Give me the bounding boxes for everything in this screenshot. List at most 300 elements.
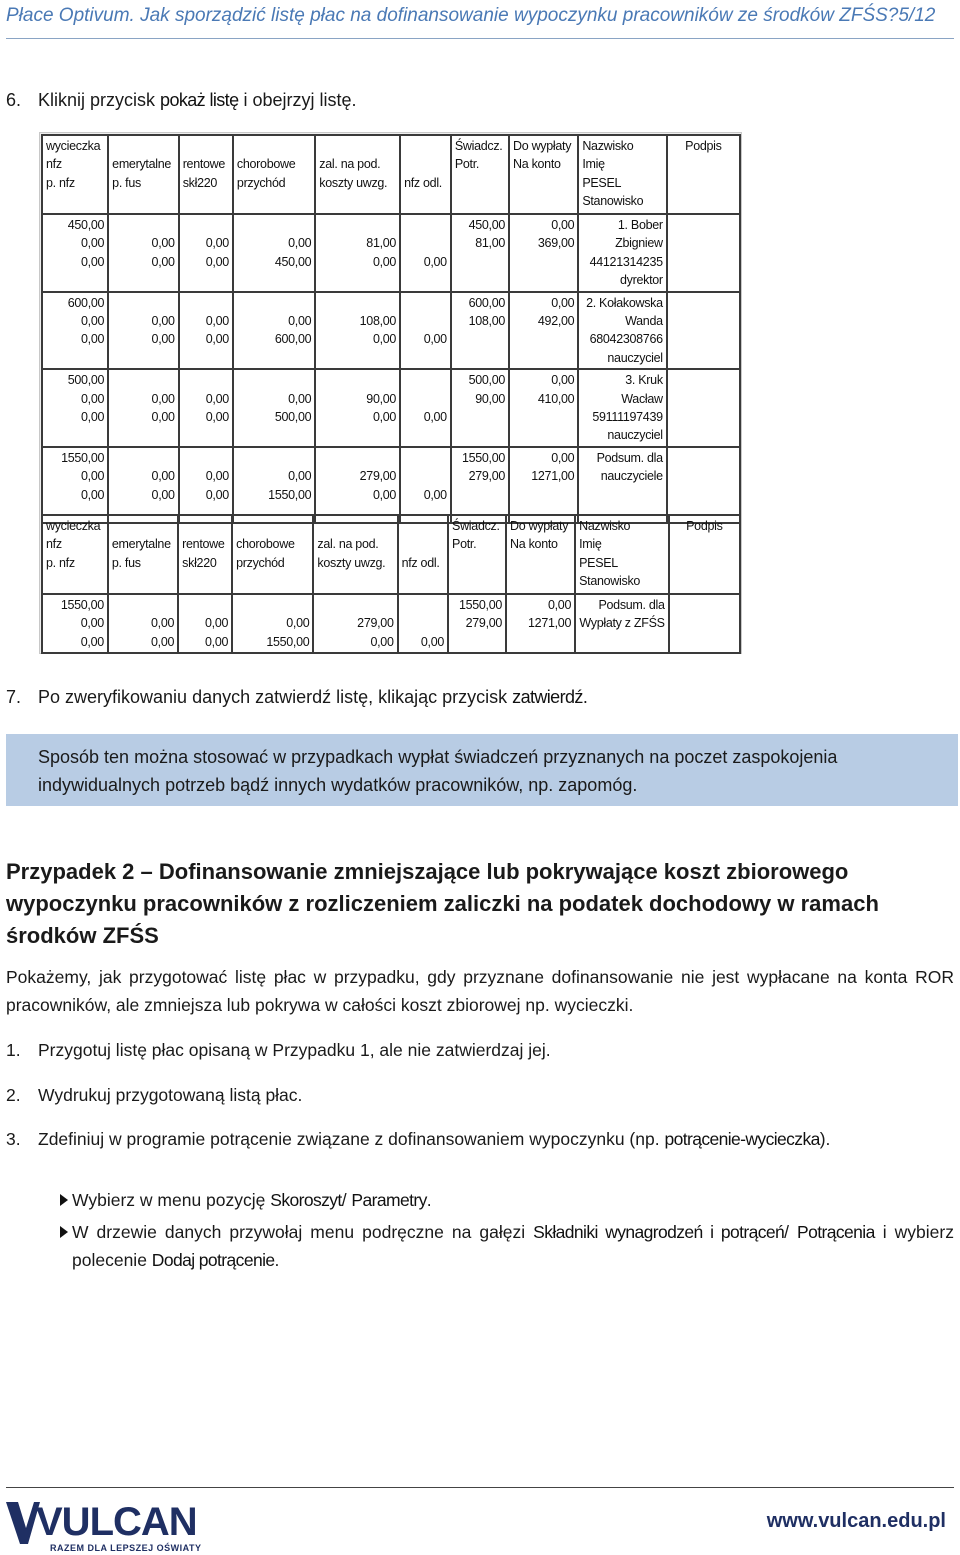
payroll-list-report (39, 132, 742, 654)
report-cell (667, 369, 740, 447)
report-data-row (42, 214, 740, 292)
cell-value: Potr. (452, 537, 477, 552)
report-cell (400, 292, 451, 370)
cell-value (404, 312, 447, 330)
step-number: 6. (6, 90, 22, 110)
cell-value: 0,00 (151, 332, 175, 347)
cell-value (404, 467, 447, 485)
report-cell (509, 214, 578, 292)
cell-value: 0,00 (288, 314, 312, 329)
report-cell (108, 594, 178, 653)
cell-value: 600,00 (468, 295, 506, 310)
cell-value: 0,00 (81, 410, 105, 425)
cell-value: 1. Bober (617, 218, 663, 232)
report-cell (667, 214, 740, 292)
cell-value: 0,00 (81, 254, 105, 269)
report-cell (398, 594, 448, 653)
report-cell (315, 214, 400, 292)
cell-value: 0,00 (551, 295, 575, 310)
cell-value: Imię (582, 157, 605, 172)
cell-value: wycieczka (46, 139, 101, 153)
cell-value: Podpis (685, 139, 722, 153)
cell-value: 81,00 (366, 236, 397, 251)
cell-value (319, 137, 396, 155)
cell-value: 500,00 (274, 410, 312, 425)
report-data-row (42, 447, 740, 523)
cell-value (237, 216, 311, 234)
report-cell (400, 447, 451, 523)
step-number: 1. (6, 1040, 21, 1060)
cell-value (404, 390, 447, 408)
report-cell (108, 135, 179, 214)
cell-value (404, 216, 447, 234)
report-header-row (42, 135, 740, 214)
cell-value: 500,00 (468, 373, 506, 388)
cell-value: 0,00 (286, 616, 310, 631)
report-cell (575, 594, 669, 653)
cell-value: Na konto (510, 537, 558, 552)
cell-value (237, 449, 311, 467)
cell-value (319, 216, 396, 234)
report-cell (578, 292, 666, 370)
cell-value (112, 216, 175, 234)
cell-value: 90,00 (475, 391, 506, 406)
step-text: Wydrukuj przygotowaną listą płac. (38, 1085, 303, 1105)
report-header-row (42, 515, 740, 594)
cell-value (112, 137, 175, 155)
cell-value: emerytalne (112, 157, 172, 172)
cell-value: skł220 (182, 555, 217, 570)
report-cell (42, 594, 108, 653)
cell-value: Stanowisko (579, 574, 641, 589)
cell-value: 0,00 (81, 487, 105, 502)
info-text: Sposób ten można stosować w przypadkach wypłat świadczeń przyznanych na poczet zaspokojenia indywidualnych potrzeb bądź innych wydatków pracowników, np. zapomóg. (38, 747, 838, 795)
step-text: . (582, 687, 588, 707)
cell-value: 0,00 (288, 391, 312, 406)
cell-value: 0,00 (288, 236, 312, 251)
report-cell (448, 594, 506, 653)
bullet-text: i wybierz polecenie (72, 1222, 954, 1270)
cell-value: zal. na pod. (319, 157, 381, 172)
bullet-text: / (341, 1190, 352, 1210)
cell-value: 0,00 (372, 254, 397, 269)
report-cell (506, 594, 575, 653)
cell-value: Imię (579, 537, 602, 552)
report-cell (42, 369, 108, 447)
cell-value: 600,00 (67, 295, 105, 310)
cell-value (671, 294, 736, 312)
cell-value (402, 596, 444, 614)
cell-value (112, 449, 175, 467)
cell-value: 0,00 (81, 391, 105, 406)
cell-value: 44121314235 (589, 254, 663, 269)
report-table-main (41, 134, 741, 524)
logo-v-icon (6, 1502, 40, 1546)
cell-value: 0,00 (151, 410, 175, 425)
cell-value: Do wypłaty (513, 139, 572, 153)
cell-value: nauczyciel (607, 350, 663, 365)
intro-paragraph: Pokażemy, jak przygotować listę płac w przypadku, gdy przyznane dofinansowanie nie jest wypłacane na konta ROR pracowników, ale zmniejsza lub pokrywa w całości koszt zbiorowej np. wycieczki. (6, 967, 954, 1015)
cell-value: 0,00 (288, 469, 312, 484)
report-cell (179, 292, 233, 370)
cell-value: 0,00 (205, 487, 229, 502)
cell-value: 0,00 (151, 236, 175, 251)
cell-value: Na konto (513, 157, 561, 172)
cell-value (236, 596, 309, 614)
cell-value (182, 596, 228, 614)
report-cell (42, 135, 108, 214)
cell-value: 1550,00 (61, 450, 105, 465)
cell-value: PESEL (582, 175, 622, 190)
report-cell (667, 447, 740, 523)
report-cell (315, 447, 400, 523)
report-cell (313, 515, 397, 594)
report-cell (232, 594, 313, 653)
cell-value: 279,00 (357, 616, 394, 631)
bullet-arrow-icon (60, 1226, 68, 1238)
logo-text: VULCAN (36, 1500, 197, 1544)
report-cell (178, 594, 232, 653)
cell-value: 410,00 (537, 391, 575, 406)
menu-label: Składniki wynagrodzeń i potrąceń (533, 1222, 785, 1242)
cell-value: chorobowe (236, 157, 296, 172)
menu-label: Parametry (351, 1190, 427, 1210)
cell-value: 0,00 (151, 391, 175, 406)
report-cell (400, 214, 451, 292)
cell-value: 1550,00 (268, 487, 312, 502)
cell-value: 0,00 (205, 254, 229, 269)
cell-value (237, 371, 311, 389)
cell-value: 0,00 (151, 487, 175, 502)
cell-value: 0,00 (151, 314, 175, 329)
cell-value: przychód (236, 555, 285, 570)
cell-value: nfz (46, 157, 62, 172)
cell-value: skł220 (182, 175, 218, 190)
cell-value: 0,00 (205, 236, 229, 251)
report-cell (179, 369, 233, 447)
header-title: Płace Optivum. Jak sporządzić listę płac na dofinansowanie wypoczynku pracowników ze środków ZFŚS?5/12 (6, 5, 936, 26)
cell-value: 0,00 (372, 410, 397, 425)
cell-value: 0,00 (81, 469, 105, 484)
report-cell (315, 292, 400, 370)
report-cell (506, 515, 575, 594)
cell-value: Potr. (454, 157, 480, 172)
report-cell (509, 135, 578, 214)
cell-value: 1550,00 (266, 634, 310, 649)
cell-value: 68042308766 (589, 332, 663, 347)
step-6 (6, 87, 357, 114)
report-cell (509, 292, 578, 370)
report-cell (232, 515, 313, 594)
cell-value (112, 371, 175, 389)
cell-value: 1550,00 (458, 598, 503, 612)
report-cell (575, 515, 669, 594)
step-text: Zdefiniuj w programie potrącenie związane z dofinansowaniem wypoczynku (np. (38, 1129, 665, 1149)
report-cell (315, 369, 400, 447)
cell-value: dyrektor (620, 273, 663, 288)
report-cell (667, 135, 740, 214)
bullet-1 (6, 1186, 954, 1214)
cell-value (183, 371, 229, 389)
menu-label: Dodaj potrącenie (151, 1250, 275, 1270)
cell-value: Stanowisko (582, 194, 644, 209)
cell-value: 0,00 (205, 634, 229, 649)
cell-value: 0,00 (370, 634, 394, 649)
report-cell (42, 292, 108, 370)
website-link[interactable]: www.vulcan.edu.pl (766, 1510, 946, 1532)
cell-value: 0,00 (205, 332, 229, 347)
step-text: Kliknij przycisk (38, 90, 161, 110)
report-data-row (42, 292, 740, 370)
step-3 (6, 1125, 954, 1153)
vulcan-logo (6, 1500, 202, 1554)
command-label: zatwierdź (512, 687, 583, 707)
step-7 (6, 684, 588, 711)
cell-value (319, 371, 396, 389)
cell-value: rentowe (182, 157, 226, 172)
cell-value (237, 294, 311, 312)
cell-value: Podsum. dla (596, 450, 663, 465)
cell-value: 0,00 (551, 373, 575, 388)
cell-value: p. nfz (46, 175, 75, 190)
report-cell (509, 369, 578, 447)
report-cell (315, 135, 400, 214)
cell-value (404, 234, 447, 252)
cell-value (112, 517, 174, 535)
logo-tagline: RAZEM DLA LEPSZEJ OŚWIATY (50, 1543, 202, 1553)
report-cell (233, 292, 315, 370)
cell-value: 0,00 (423, 332, 447, 347)
cell-value: przychód (236, 175, 286, 190)
cell-value: 369,00 (537, 236, 575, 251)
cell-value: 0,00 (423, 410, 447, 425)
report-cell (578, 214, 666, 292)
report-cell (42, 515, 108, 594)
cell-value: 0,00 (151, 634, 175, 649)
cell-value: 0,00 (80, 634, 104, 649)
cell-value: 600,00 (274, 332, 312, 347)
command-label: potrącenie-wycieczka (664, 1129, 820, 1149)
report-table-summary (41, 514, 741, 654)
footer-divider (6, 1487, 954, 1488)
bullet-text: Wybierz w menu pozycję (72, 1190, 271, 1210)
cell-value: Podsum. dla (598, 598, 665, 612)
cell-value (404, 371, 447, 389)
cell-value: p. fus (112, 175, 141, 190)
cell-value: 1550,00 (60, 598, 104, 612)
step-text: ). (819, 1129, 831, 1149)
report-cell (108, 292, 179, 370)
report-cell (108, 214, 179, 292)
cell-value: 0,00 (151, 254, 175, 269)
cell-value: nfz (46, 537, 62, 552)
cell-value: Zbigniew (615, 236, 663, 251)
cell-value (317, 596, 393, 614)
cell-value: zal. na pod. (317, 537, 379, 552)
cell-value: 0,00 (205, 391, 229, 406)
cell-value (183, 449, 229, 467)
cell-value: p. nfz (46, 555, 75, 570)
cell-value: 1271,00 (531, 469, 575, 484)
report-cell (108, 369, 179, 447)
report-cell (398, 515, 448, 594)
step-1 (6, 1036, 954, 1064)
report-cell (233, 369, 315, 447)
cell-value: 450,00 (67, 218, 105, 232)
cell-value: koszty uwzg. (319, 175, 388, 190)
cell-value (183, 137, 229, 155)
cell-value (182, 517, 228, 535)
cell-value: 0,00 (81, 332, 105, 347)
cell-value (112, 596, 174, 614)
cell-value: 108,00 (468, 314, 506, 329)
report-data-row (42, 369, 740, 447)
page-header (6, 2, 954, 39)
cell-value (237, 137, 311, 155)
cell-value: 81,00 (475, 236, 506, 251)
cell-value: nauczyciel (607, 428, 663, 443)
cell-value: 279,00 (468, 469, 506, 484)
report-cell (179, 214, 233, 292)
cell-value: nfz odl. (404, 175, 442, 190)
report-cell (400, 369, 451, 447)
report-cell (451, 369, 509, 447)
cell-value: 279,00 (359, 469, 397, 484)
report-cell (667, 292, 740, 370)
cell-value: 450,00 (274, 254, 312, 269)
report-cell (669, 594, 740, 653)
report-cell (451, 447, 509, 523)
cell-value: emerytalne (111, 537, 171, 552)
report-cell (42, 214, 108, 292)
cell-value (236, 517, 309, 535)
cell-value: koszty uwzg. (317, 555, 386, 570)
report-cell (178, 515, 232, 594)
cell-value (404, 137, 447, 155)
cell-value (402, 535, 444, 553)
info-box (6, 734, 958, 806)
cell-value: 0,00 (80, 616, 104, 631)
cell-value: 0,00 (205, 314, 229, 329)
cell-value: 0,00 (551, 450, 575, 465)
cell-value: 2. Kołakowska (586, 295, 663, 310)
cell-value: p. fus (111, 555, 141, 570)
cell-value (402, 614, 444, 632)
bullet-2 (6, 1218, 954, 1274)
step-text: Przygotuj listę płac opisaną w Przypadku 1, ale nie zatwierdzaj jej. (38, 1040, 551, 1060)
cell-value: Świadcz. (452, 519, 500, 533)
report-cell (451, 214, 509, 292)
cell-value (112, 294, 175, 312)
cell-value: Nazwisko (582, 139, 634, 153)
step-2 (6, 1081, 954, 1109)
step-number: 7. (6, 687, 22, 707)
cell-value: 0,00 (372, 332, 397, 347)
bullet-text: . (274, 1250, 280, 1270)
report-cell (451, 292, 509, 370)
cell-value (402, 517, 444, 535)
step-text: i obejrzyj listę. (238, 90, 357, 110)
cell-value: 0,00 (423, 254, 447, 269)
cell-value: 0,00 (205, 410, 229, 425)
cell-value: 90,00 (366, 391, 397, 406)
cell-value: 1550,00 (461, 450, 506, 465)
command-label: pokaż listę (160, 90, 239, 110)
cell-value: chorobowe (236, 537, 295, 552)
step-number: 2. (6, 1085, 21, 1105)
cell-value: 450,00 (468, 218, 506, 232)
cell-value: 0,00 (372, 487, 397, 502)
cell-value: 0,00 (551, 218, 575, 232)
report-cell (233, 135, 315, 214)
cell-value: 108,00 (359, 314, 397, 329)
report-cell (448, 515, 506, 594)
report-cell (400, 135, 451, 214)
report-cell (313, 594, 397, 653)
report-cell (108, 447, 179, 523)
menu-label: Skoroszyt (270, 1190, 342, 1210)
cell-value: 1271,00 (528, 616, 572, 631)
cell-value: Podpis (686, 519, 723, 533)
cell-value: 0,00 (151, 469, 175, 484)
bullet-text: / (784, 1222, 798, 1242)
cell-value: 492,00 (537, 314, 575, 329)
report-cell (179, 447, 233, 523)
cell-value: wycieczka (46, 519, 101, 533)
cell-value: 0,00 (420, 634, 445, 649)
section-heading: Przypadek 2 – Dofinansowanie zmniejszające lub pokrywające koszt zbiorowego wypoczynku pracowników z rozliczeniem zaliczki na podatek dochodowy w ramach środków ZFŚS (6, 859, 879, 948)
bullet-arrow-icon (60, 1194, 68, 1206)
report-cell (669, 515, 740, 594)
cell-value: 0,00 (205, 469, 229, 484)
cell-value: 0,00 (205, 616, 229, 631)
cell-value: PESEL (579, 555, 618, 570)
cell-value: nfz odl. (401, 555, 440, 570)
cell-value (404, 294, 447, 312)
report-cell (578, 135, 666, 214)
cell-value (673, 596, 736, 614)
report-cell (179, 135, 233, 214)
cell-value: Nazwisko (579, 519, 631, 533)
report-cell (509, 447, 578, 523)
report-cell (42, 447, 108, 523)
cell-value: 59111197439 (592, 410, 663, 425)
cell-value: Świadcz. (454, 139, 503, 153)
report-cell (233, 447, 315, 523)
cell-value: 0,00 (547, 598, 572, 612)
cell-value (671, 371, 736, 389)
cell-value (404, 155, 447, 173)
cell-value (319, 449, 396, 467)
cell-value (183, 294, 229, 312)
report-cell (578, 447, 666, 523)
cell-value (671, 216, 736, 234)
cell-value (404, 449, 447, 467)
cell-value (671, 449, 736, 467)
cell-value: Do wypłaty (510, 519, 569, 533)
cell-value: 279,00 (465, 616, 503, 631)
cell-value: 0,00 (151, 616, 175, 631)
report-cell (578, 369, 666, 447)
bullet-text: . (426, 1190, 432, 1210)
cell-value: 0,00 (81, 314, 105, 329)
cell-value: rentowe (182, 537, 225, 552)
cell-value: 3. Kruk (625, 373, 663, 388)
step-number: 3. (6, 1129, 21, 1149)
report-cell (108, 515, 178, 594)
cell-value (319, 294, 396, 312)
cell-value: 500,00 (67, 373, 105, 388)
